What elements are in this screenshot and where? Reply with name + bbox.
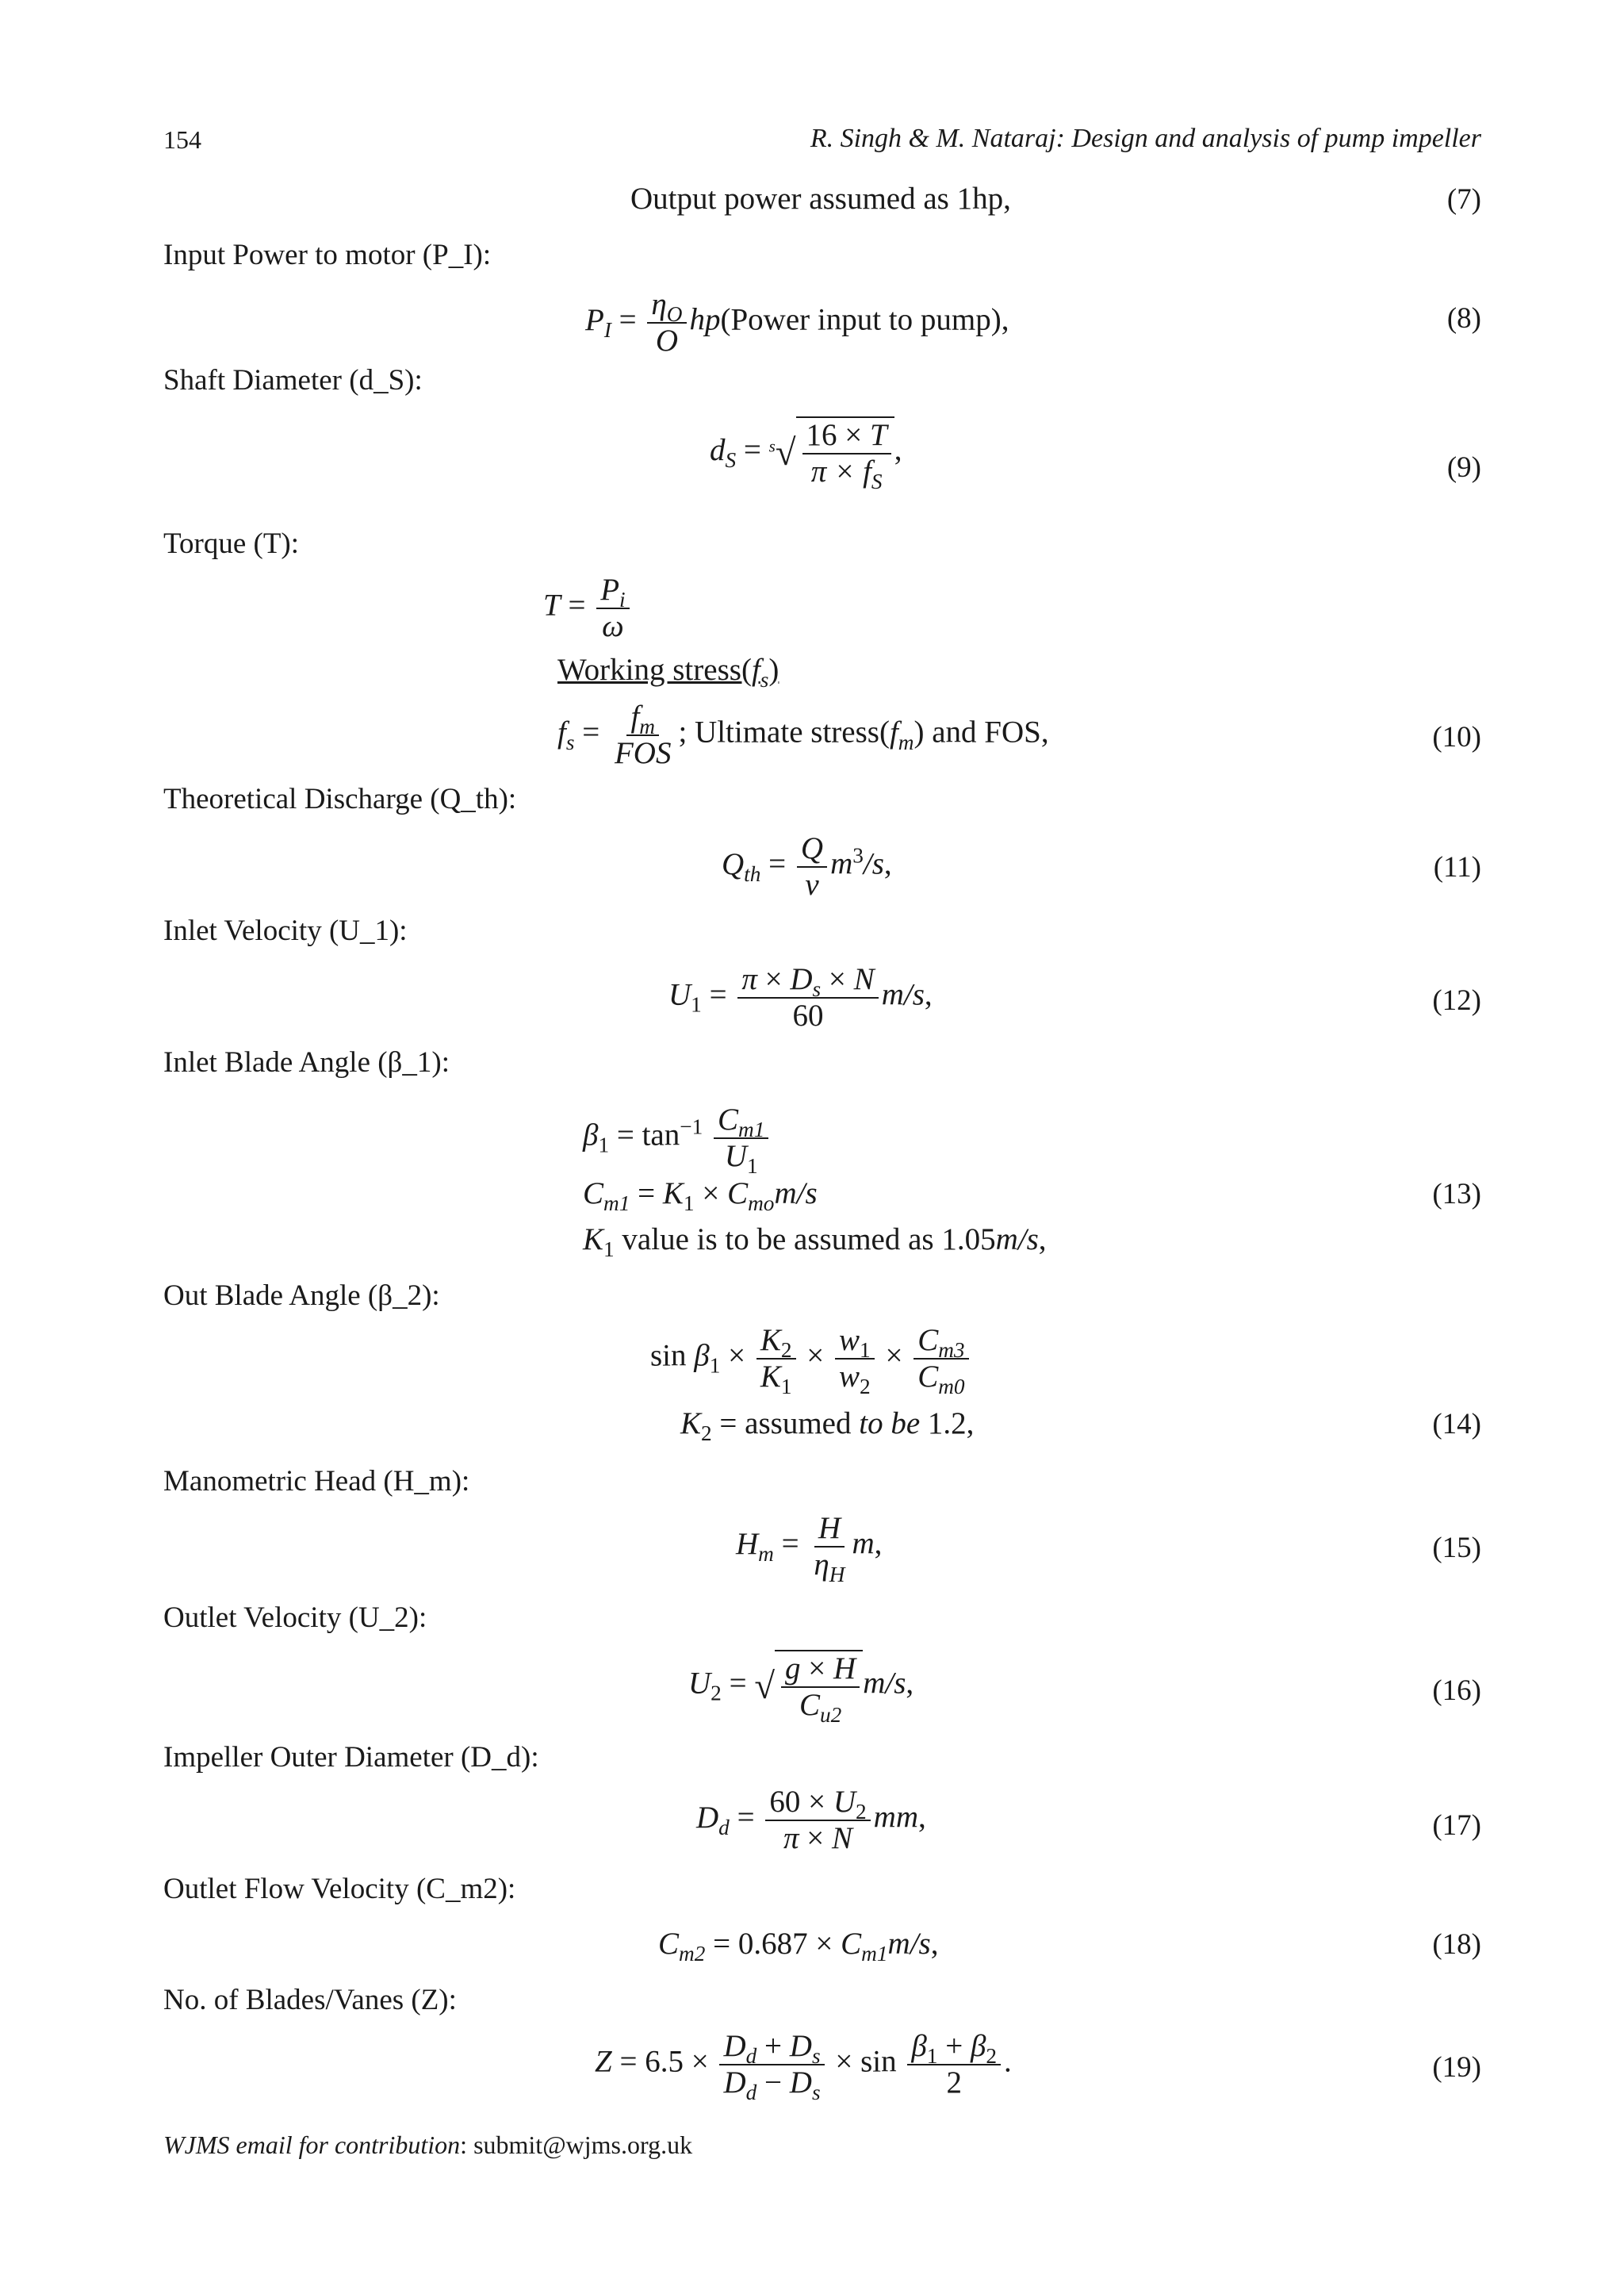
eq-number-15: (15): [1432, 1532, 1481, 1564]
equation-18: $C_{m2} = 0.687 \times C_{m1}m/s$,: [658, 1927, 939, 1966]
eq-number-11: (11): [1433, 851, 1481, 884]
section-label-text: Impeller Outer Diameter (D_d):: [163, 1741, 539, 1774]
working-stress-heading: [557, 652, 779, 692]
section-label-torque: [163, 527, 299, 561]
k2-value: 1.2,: [927, 1406, 975, 1440]
eq-number-19: (19): [1432, 2051, 1481, 2084]
eq-number-9: (9): [1446, 451, 1481, 484]
equation-17: $D_d$ = $\frac{60 \times U_2}{\pi \times N}$ mm,: [696, 1785, 926, 1855]
footer-label: WJMS email for contribution: [163, 2131, 461, 2159]
output-power-text: Output power assumed as 1hp,: [630, 182, 1011, 216]
section-label-discharge: [163, 782, 516, 816]
equation-8: $P_I$ = $\frac{\eta_O}{O}$ hp(Power input to pump),: [585, 287, 1009, 358]
section-label-manometric-head: [163, 1464, 469, 1498]
page-number: 154: [163, 125, 201, 154]
eq-number-7: (7): [1446, 183, 1481, 216]
section-label-outlet-flow-velocity: [163, 1872, 515, 1906]
output-power-line: [630, 181, 1011, 217]
footer: [163, 2131, 692, 2160]
equation-16: $U_2$ = √ $\frac{g \times H}{C_{u2}}$ m/s,: [688, 1651, 914, 1727]
beta1-formula: $\beta_1 = \tan^{-1}$ $\frac{C_{m1}}{U_1}$: [583, 1103, 772, 1173]
section-label-text: Inlet Blade Angle (β_1):: [163, 1046, 450, 1079]
section-label-blades: [163, 1983, 457, 2017]
ultimate-stress-text: ; Ultimate stress: [678, 715, 879, 750]
section-label-out-blade-angle: [163, 1279, 440, 1313]
section-label-text: Input Power to motor (P_I):: [163, 239, 492, 271]
section-label-text: Out Blade Angle (β_2):: [163, 1279, 440, 1312]
k1-text: value is to be assumed as: [614, 1222, 942, 1256]
eq-number-13: (13): [1432, 1178, 1481, 1210]
z-coef: 6.5: [645, 2044, 684, 2079]
section-label-outlet-velocity: [163, 1601, 427, 1635]
section-label-text: Manometric Head (H_m):: [163, 1465, 470, 1498]
and-fos-text: and FOS,: [924, 715, 1049, 750]
eq-number-16: (16): [1432, 1674, 1481, 1707]
k2-text: assumed: [745, 1406, 852, 1440]
section-label-text: Outlet Flow Velocity (C_m2):: [163, 1873, 516, 1905]
section-label-text: No. of Blades/Vanes (Z):: [163, 1984, 457, 2016]
eq-number-8: (8): [1446, 302, 1481, 335]
section-label-text: Torque (T):: [163, 527, 300, 560]
eq-number-17: (17): [1432, 1809, 1481, 1842]
k1-assumption: $K_1$ value is to be assumed as 1.05m/s,: [583, 1222, 1047, 1261]
eq-number-12: (12): [1432, 984, 1481, 1017]
footer-email[interactable]: : submit@wjms.org.uk: [460, 2131, 693, 2159]
equation-10: $f_s$ = $\frac{f_m}{\text{FOS}}$ ; Ultimate $stress(f_m)$ and FOS,: [557, 700, 1049, 770]
cm2-coef: 0.687: [737, 1927, 808, 1961]
equation-15: $H_m$ = $\frac{H}{\eta_H}$ m,: [736, 1511, 883, 1586]
beta2-formula: $\sin \beta_1$ × $\frac{K_2}{K_1}$ × $\frac{w_1}{w_2}$ × $\frac{C_{m3}}{C_{m0}}$: [650, 1323, 972, 1394]
equation-12: $U_1$ = $\frac{\pi \times D_s \times N}{60}$ m/s,: [668, 962, 933, 1033]
equation-11: $Q_{th}$ = $\frac{Q}{v}$ $m^3/s$,: [722, 831, 892, 902]
equation-9: $d_S$ = $^s$√ $\frac{16 \times T}{\pi \times f_S}$ ,: [710, 418, 902, 493]
section-label-text: Outlet Velocity (U_2):: [163, 1601, 427, 1634]
section-label-text: Inlet Velocity (U_1):: [163, 915, 408, 947]
section-label-input-power: [163, 238, 491, 272]
torque-formula: T = $\frac{P_i}{\omega}$: [543, 573, 633, 643]
section-label-text: Shaft Diameter (d_S):: [163, 364, 423, 397]
k2-assumption: $K_2$ = assumed to be 1.2,: [680, 1406, 975, 1445]
working-stress-label: Working $stress(f_s)$: [557, 653, 779, 692]
power-input-text: (Power input to pump),: [720, 302, 1009, 337]
equation-19: Z = 6.5 × $\frac{D_d + D_s}{D_d - D_s}$ × sin $\frac{\beta_1 + \beta_2}{2}$ .: [595, 2029, 1012, 2104]
eq-number-10: (10): [1432, 721, 1481, 754]
section-label-text: Theoretical Discharge (Q_th):: [163, 783, 517, 815]
section-label-inlet-blade-angle: [163, 1045, 450, 1080]
cm1-formula: $C_{m1} = K_1 \times C_{mo}m/s$: [583, 1176, 818, 1215]
running-head: R. Singh & M. Nataraj: Design and analysis of pump impeller: [810, 124, 1481, 153]
eq-number-18: (18): [1432, 1928, 1481, 1961]
section-label-inlet-velocity: [163, 914, 408, 948]
eq-number-14: (14): [1432, 1408, 1481, 1440]
to-be-text: to be: [859, 1406, 921, 1440]
k1-value: 1.05: [941, 1222, 996, 1256]
section-label-outer-diameter: [163, 1740, 539, 1774]
section-label-shaft-diameter: [163, 363, 423, 397]
